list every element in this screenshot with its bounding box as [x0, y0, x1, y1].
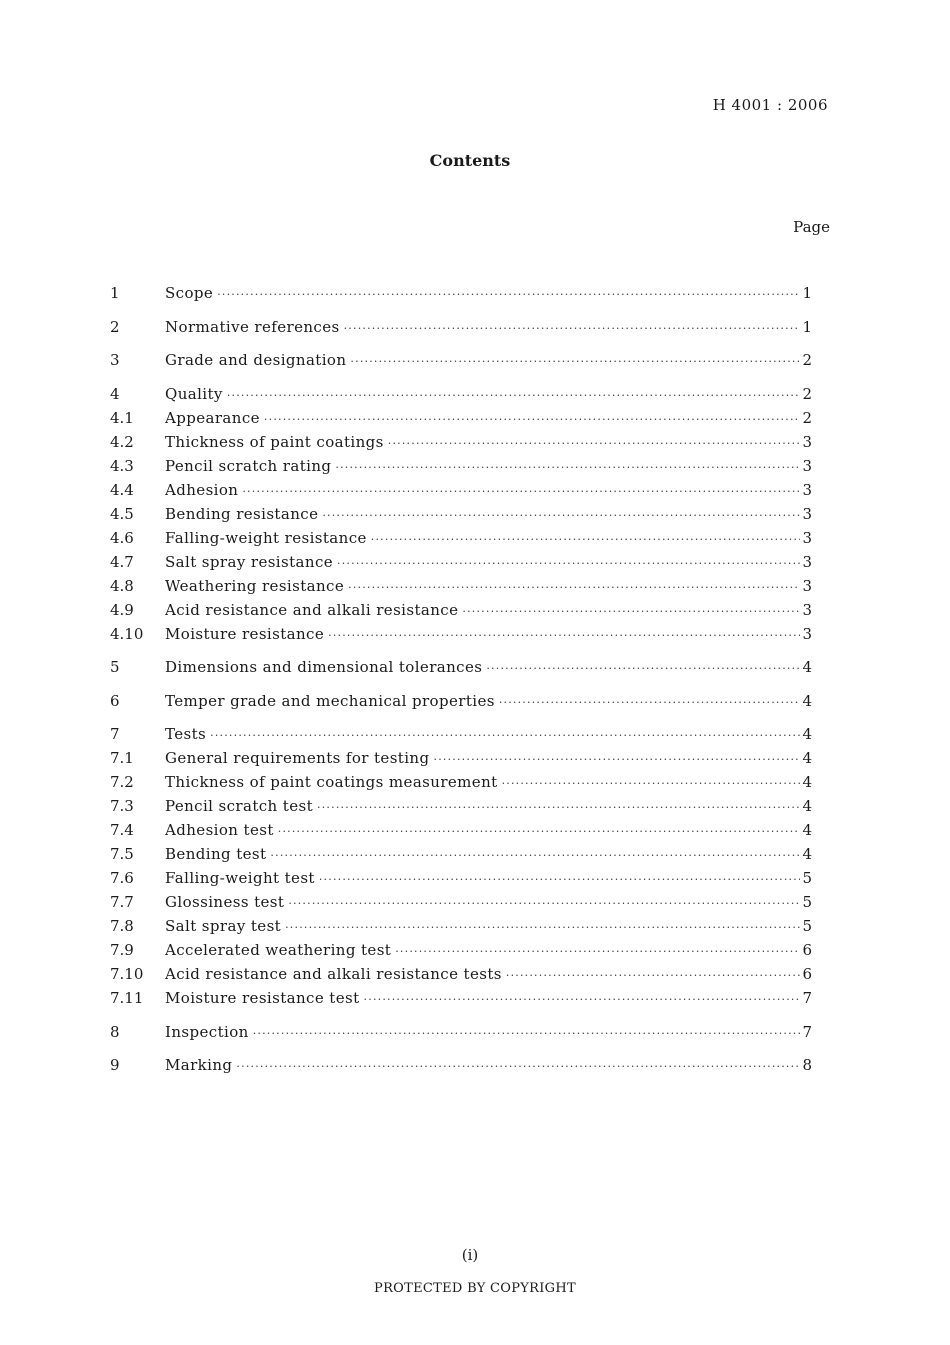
toc-entry-number: 4.4 [110, 480, 134, 499]
toc-entry-title: Moisture resistance test [165, 989, 360, 1007]
dot-leader [371, 528, 801, 552]
toc-entry-title: Falling-weight test [165, 869, 315, 887]
page-title: Contents [429, 151, 511, 170]
toc-entry-title: Adhesion test [165, 821, 274, 839]
dot-leader [364, 988, 801, 1012]
toc-entry[interactable] [110, 622, 812, 646]
dot-leader [328, 624, 800, 648]
toc-entry-title: Pencil scratch rating [165, 456, 332, 475]
toc-entry-page: 4 [802, 797, 812, 815]
toc-entry-number: 7.5 [110, 845, 134, 863]
page-number: (i) [461, 1246, 479, 1264]
dot-leader [348, 576, 800, 600]
toc-entry[interactable] [110, 1020, 812, 1044]
toc-entry[interactable] [110, 1053, 812, 1077]
toc-entry-page: 4 [802, 658, 812, 676]
dot-leader [253, 1022, 801, 1046]
dot-leader [344, 317, 801, 341]
dot-leader [270, 844, 800, 868]
dot-leader [462, 600, 800, 624]
toc-entry-page: 3 [802, 504, 812, 523]
copyright-notice: PROTECTED BY COPYRIGHT [374, 1281, 576, 1296]
toc-entry-page: 4 [802, 749, 812, 767]
toc-entry-number: 4.5 [110, 504, 134, 523]
toc-entry[interactable] [110, 962, 812, 986]
toc-entry-title: Quality [165, 384, 223, 403]
toc-entry[interactable] [110, 890, 812, 914]
toc-entry[interactable] [110, 430, 812, 454]
dot-leader [486, 657, 800, 681]
toc-entry-title: Falling-weight resistance [165, 528, 367, 547]
toc-entry-title: Thickness of paint coatings measurement [165, 773, 498, 791]
toc-entry-number: 7.9 [110, 941, 134, 959]
toc-entry-title: Bending resistance [165, 504, 319, 523]
toc-entry-page: 5 [802, 893, 812, 911]
toc-entry-page: 4 [802, 691, 812, 710]
toc-entry-title: Salt spray test [165, 917, 282, 935]
toc-entry-title: Glossiness test [165, 893, 285, 911]
toc-entry-page: 1 [802, 317, 812, 336]
dot-leader [317, 796, 800, 820]
toc-entry-number: 4 [110, 384, 120, 403]
toc-entry[interactable] [110, 938, 812, 962]
dot-leader [210, 724, 800, 748]
dot-leader [319, 868, 801, 892]
dot-leader [350, 350, 800, 374]
toc-entry-number: 2 [110, 317, 120, 336]
toc-entry[interactable] [110, 281, 812, 305]
dot-leader [506, 964, 801, 988]
document-id: H 4001 : 2006 [712, 96, 828, 114]
toc-entry-number: 8 [110, 1022, 120, 1041]
toc-entry-number: 7.4 [110, 821, 134, 839]
page-column-label: Page [793, 218, 830, 236]
dot-leader [502, 772, 801, 796]
toc-entry[interactable] [110, 770, 812, 794]
toc-entry[interactable] [110, 866, 812, 890]
toc-entry-page: 2 [802, 408, 812, 427]
toc-entry[interactable] [110, 689, 812, 713]
dot-leader [388, 432, 801, 456]
toc-entry-page: 4 [802, 725, 812, 743]
toc-entry-number: 7.8 [110, 917, 134, 935]
dot-leader [264, 408, 801, 432]
toc-entry-page: 3 [802, 528, 812, 547]
toc-entry-title: Appearance [165, 408, 260, 427]
toc-entry-page: 3 [802, 432, 812, 451]
dot-leader [322, 504, 800, 528]
toc-entry-page: 3 [802, 480, 812, 499]
toc-entry-number: 5 [110, 658, 120, 676]
toc-entry[interactable] [110, 574, 812, 598]
toc-entry[interactable] [110, 550, 812, 574]
toc-entry-number: 6 [110, 691, 120, 710]
toc-entry-title: Moisture resistance [165, 624, 325, 643]
toc-entry-number: 9 [110, 1056, 120, 1074]
toc-entry-number: 4.7 [110, 552, 134, 571]
toc-entry-page: 6 [802, 965, 812, 983]
toc-entry-page: 5 [802, 917, 812, 935]
toc-entry-title: Acid resistance and alkali resistance tests [165, 965, 502, 983]
toc-entry[interactable] [110, 348, 812, 372]
dot-leader [217, 283, 800, 307]
toc-entry-title: Accelerated weathering test [165, 941, 392, 959]
dot-leader [227, 384, 801, 408]
toc-entry-number: 4.8 [110, 576, 134, 595]
toc-entry-number: 3 [110, 351, 120, 369]
toc-entry-number: 4.1 [110, 408, 134, 427]
toc-entry-number: 4.10 [110, 624, 144, 643]
dot-leader [236, 1055, 800, 1079]
toc-entry-page: 3 [802, 576, 812, 595]
toc-entry-title: Thickness of paint coatings [165, 432, 384, 451]
toc-entry[interactable] [110, 914, 812, 938]
toc-entry[interactable] [110, 315, 812, 339]
toc-entry-number: 7.3 [110, 797, 134, 815]
toc-entry[interactable] [110, 526, 812, 550]
toc-entry-title: Scope [165, 284, 214, 302]
toc-entry-page: 7 [802, 1022, 812, 1041]
toc-entry-page: 7 [802, 989, 812, 1007]
toc-entry-title: General requirements for testing [165, 749, 430, 767]
dot-leader [499, 691, 801, 715]
toc-entry[interactable] [110, 406, 812, 430]
toc-entry-page: 3 [802, 552, 812, 571]
toc-entry-title: Temper grade and mechanical properties [165, 691, 495, 710]
toc-entry[interactable] [110, 746, 812, 770]
toc-entry[interactable] [110, 794, 812, 818]
toc-entry[interactable] [110, 818, 812, 842]
toc-entry-page: 1 [802, 284, 812, 302]
toc-entry-title: Acid resistance and alkali resistance [165, 600, 459, 619]
toc-entry[interactable] [110, 454, 812, 478]
toc-entry[interactable] [110, 598, 812, 622]
toc-entry-page: 3 [802, 456, 812, 475]
toc-entry-title: Dimensions and dimensional tolerances [165, 658, 483, 676]
dot-leader [288, 892, 800, 916]
toc-entry[interactable] [110, 842, 812, 866]
toc-entry-page: 4 [802, 773, 812, 791]
toc-entry-number: 7.7 [110, 893, 134, 911]
toc-entry-page: 2 [802, 351, 812, 369]
toc-entry-page: 3 [802, 600, 812, 619]
dot-leader [278, 820, 801, 844]
toc-entry-number: 4.9 [110, 600, 134, 619]
dot-leader [335, 456, 800, 480]
toc-entry-title: Grade and designation [165, 351, 347, 369]
toc-entry-page: 4 [802, 821, 812, 839]
toc-entry-title: Marking [165, 1056, 233, 1074]
toc-entry[interactable] [110, 986, 812, 1010]
toc-entry[interactable] [110, 382, 812, 406]
toc-entry[interactable] [110, 655, 812, 679]
toc-entry[interactable] [110, 478, 812, 502]
dot-leader [285, 916, 800, 940]
toc-entry-title: Inspection [165, 1022, 249, 1041]
toc-entry-number: 7.11 [110, 989, 144, 1007]
toc-entry-page: 6 [802, 941, 812, 959]
toc-entry-title: Tests [165, 725, 207, 743]
dot-leader [395, 940, 800, 964]
toc-entry-page: 3 [802, 624, 812, 643]
toc-entry-title: Weathering resistance [165, 576, 345, 595]
toc-entry-title: Bending test [165, 845, 267, 863]
toc-entry[interactable] [110, 502, 812, 526]
toc-entry-page: 2 [802, 384, 812, 403]
toc-entry-number: 4.6 [110, 528, 134, 547]
toc-entry-number: 1 [110, 284, 120, 302]
toc-entry-title: Salt spray resistance [165, 552, 334, 571]
toc-entry-page: 8 [802, 1056, 812, 1074]
toc-entry-number: 7.10 [110, 965, 144, 983]
toc-entry-number: 7.6 [110, 869, 134, 887]
toc-entry-number: 7.2 [110, 773, 134, 791]
dot-leader [434, 748, 801, 772]
toc-entry-title: Adhesion [165, 480, 239, 499]
toc-entry[interactable] [110, 722, 812, 746]
toc-entry-title: Normative references [165, 317, 340, 336]
toc-entry-page: 4 [802, 845, 812, 863]
dot-leader [337, 552, 800, 576]
dot-leader [242, 480, 800, 504]
toc-entry-number: 4.3 [110, 456, 134, 475]
toc-entry-number: 7.1 [110, 749, 134, 767]
toc-entry-number: 4.2 [110, 432, 134, 451]
toc-entry-page: 5 [802, 869, 812, 887]
toc-entry-title: Pencil scratch test [165, 797, 314, 815]
table-of-contents [110, 281, 812, 1077]
toc-entry-number: 7 [110, 725, 120, 743]
